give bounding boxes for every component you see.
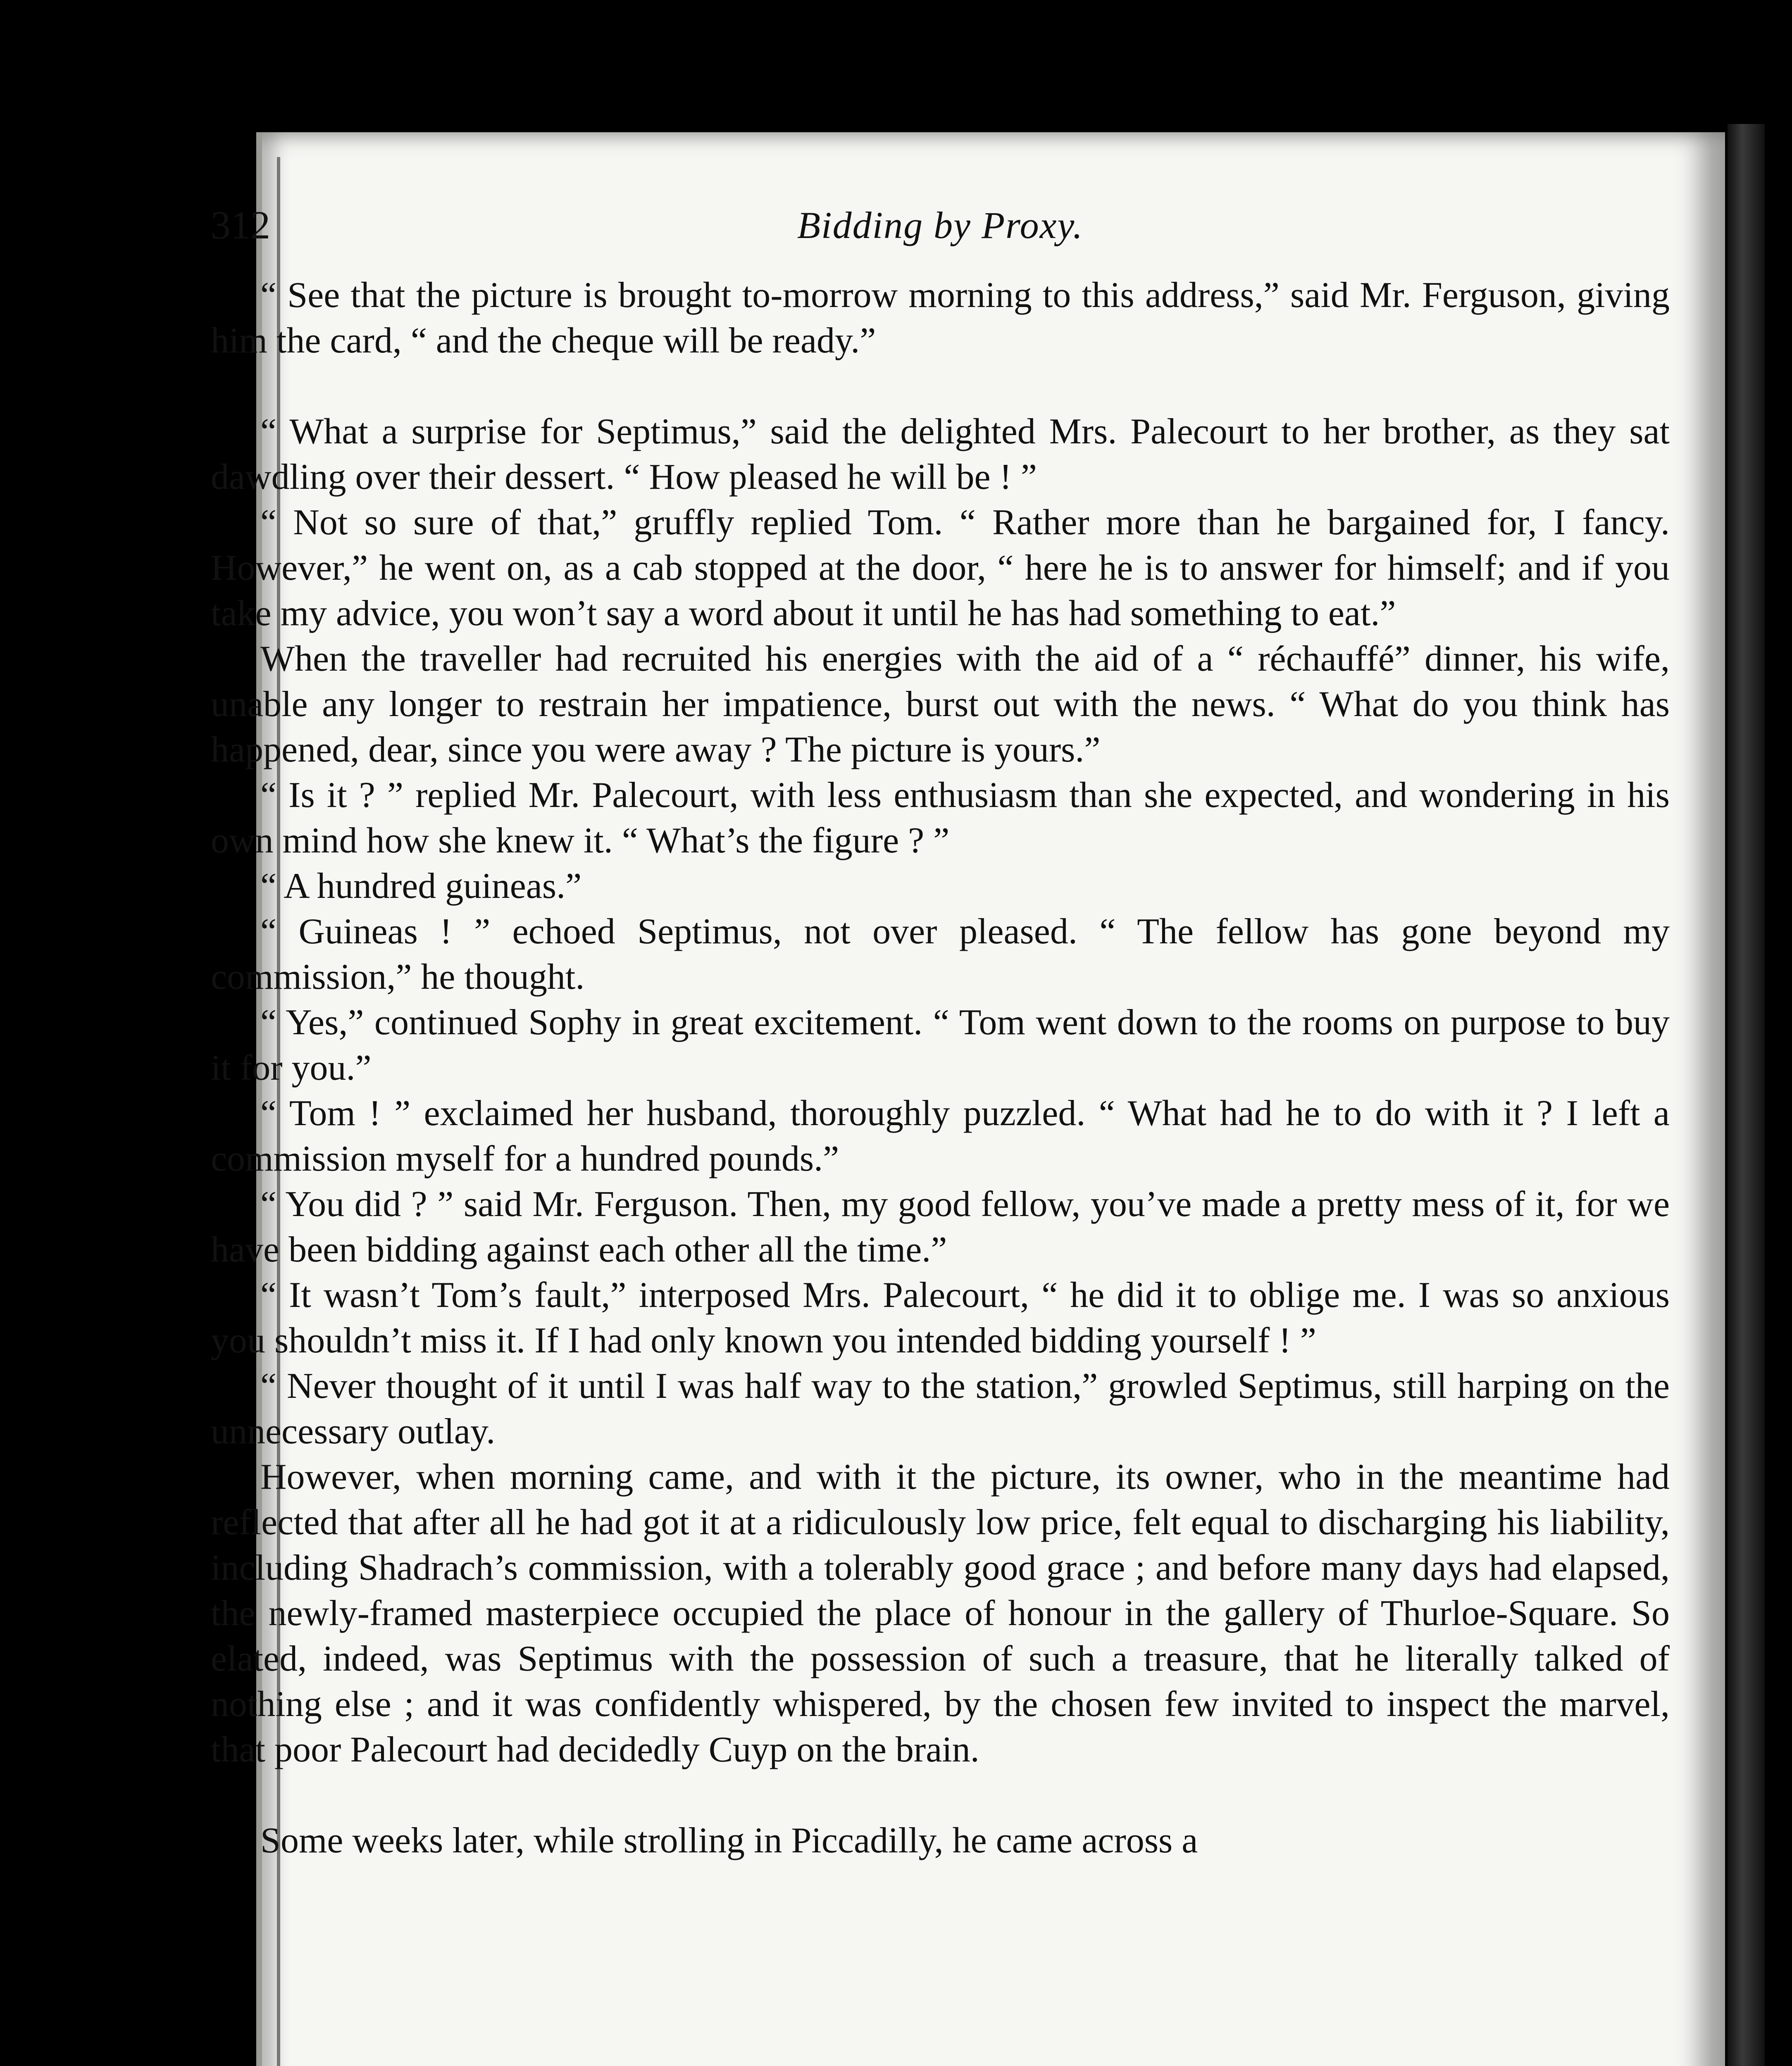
paragraph: “ It wasn’t Tom’s fault,” interposed Mrs. Palecourt, “ he did it to oblige me. I was so anxious you shouldn’t miss it. If I had only known you intended bidding yourself ! ” bbox=[211, 1275, 1670, 1361]
paragraph: “ You did ? ” said Mr. Ferguson. Then, my good fellow, you’ve made a pretty mess of it, for we have been bidding against each other all the time.” bbox=[211, 1184, 1670, 1270]
paragraph: “ Yes,” continued Sophy in great excitement. “ Tom went down to the rooms on purpose to buy it for you.” bbox=[211, 1002, 1670, 1088]
paragraph: “ Guineas ! ” echoed Septimus, not over pleased. “ The fellow has gone beyond my commission,” he thought. bbox=[211, 912, 1670, 997]
page-header bbox=[211, 194, 1670, 273]
paragraph: “ Is it ? ” replied Mr. Palecourt, with less enthusiasm than she expected, and wondering in his own mind how she knew it. “ What’s the figure ? ” bbox=[211, 775, 1670, 861]
paragraph: Some weeks later, while strolling in Piccadilly, he came across a bbox=[260, 1821, 1198, 1861]
paragraph: “ Not so sure of that,” gruffly replied Tom. “ Rather more than he bargained for, I fancy. However,” he went on, as a cab stopped at the door, “ here he is to answer for himself; and if you take my advice, you won’t say a word about it until he has had something to eat.” bbox=[211, 502, 1670, 633]
paragraph: When the traveller had recruited his energies with the aid of a “ réchauffé” dinner, his wife, unable any longer to restrain her impatience, burst out with the news. “ What do you think has happened, dear, since you were away ? The picture is yours.” bbox=[211, 639, 1670, 770]
page-number: 312 bbox=[211, 203, 270, 247]
paragraph: “ Tom ! ” exclaimed her husband, thoroughly puzzled. “ What had he to do with it ? I left a commission myself for a hundred pounds.” bbox=[211, 1093, 1670, 1179]
running-title: Bidding by Proxy. bbox=[797, 204, 1084, 246]
paragraph: “ A hundred guineas.” bbox=[260, 866, 582, 906]
next-page-edge bbox=[1728, 124, 1765, 2066]
paragraph: However, when morning came, and with it the picture, its owner, who in the meantime had reflected that after all he had got it at a ridiculously low price, felt equal to discharging his liability, including Shadrach’s commission, with a tolerably good grace ; and before many days had elapsed, the newly-framed masterpiece occupied the place of honour in the gallery of Thurloe-Square. So elated, indeed, was Septimus with the possession of such a treasure, that he literally talked of nothing else ; and it was confidently whispered, by the chosen few invited to inspect the marvel, that poor Palecourt had decidedly Cuyp on the brain. bbox=[211, 1457, 1670, 1770]
page-text-block bbox=[211, 194, 1670, 1864]
paragraph: “ Never thought of it until I was half way to the station,” growled Septimus, still harping on the unnecessary outlay. bbox=[211, 1366, 1670, 1452]
paragraph: “ See that the picture is brought to-morrow morning to this address,” said Mr. Ferguson, giving him the card, “ and the cheque will be ready.” bbox=[211, 275, 1670, 361]
paragraph: “ What a surprise for Septimus,” said the delighted Mrs. Palecourt to her brother, as they sat dawdling over their dessert. “ How pleased he will be ! ” bbox=[211, 412, 1670, 497]
